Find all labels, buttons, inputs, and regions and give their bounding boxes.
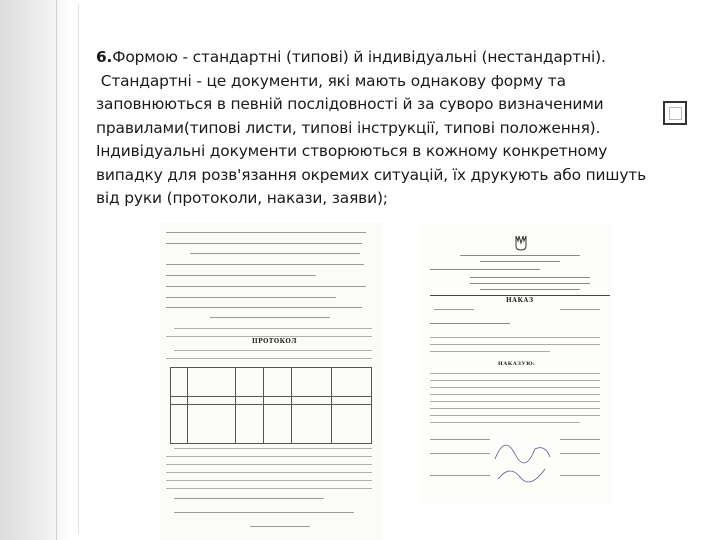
text-line-7: від руки (протоколи, накази, заяви); — [96, 189, 388, 207]
decorative-side-band — [0, 0, 72, 540]
text-line-1 — [96, 46, 692, 70]
text-line-1-content: Формою - стандартні (типові) й індивідуальні (нестандартні). — [112, 48, 606, 66]
coat-of-arms-icon — [515, 235, 527, 251]
scanned-protocol-document — [160, 222, 382, 540]
protocol-heading: ПРОТОКОЛ — [252, 338, 298, 345]
text-line-5: Індивідуальні документи створюються в кожному конкретному — [96, 142, 608, 160]
decorative-divider — [56, 0, 57, 540]
text-line-2: Стандартні - це документи, які мають однакову форму та — [96, 71, 566, 90]
checkbox-icon[interactable] — [663, 101, 687, 125]
order-heading: НАКАЗ — [506, 297, 534, 304]
body-text — [96, 46, 692, 211]
protocol-table — [170, 367, 372, 444]
text-line-4: правилами(типові листи, типові інструкції, типові положення). — [96, 118, 601, 137]
scanned-order-document — [420, 225, 614, 505]
text-line-3: заповнюються в певній послідовності й за суворо визначеними — [96, 95, 604, 113]
item-number: 6. — [96, 48, 113, 66]
order-subheading: НАКАЗУЮ: — [498, 361, 536, 367]
signature-icon — [490, 429, 560, 489]
text-line-6: випадку для розв'язання окремих ситуацій, їх друкують або пишуть — [96, 165, 647, 184]
